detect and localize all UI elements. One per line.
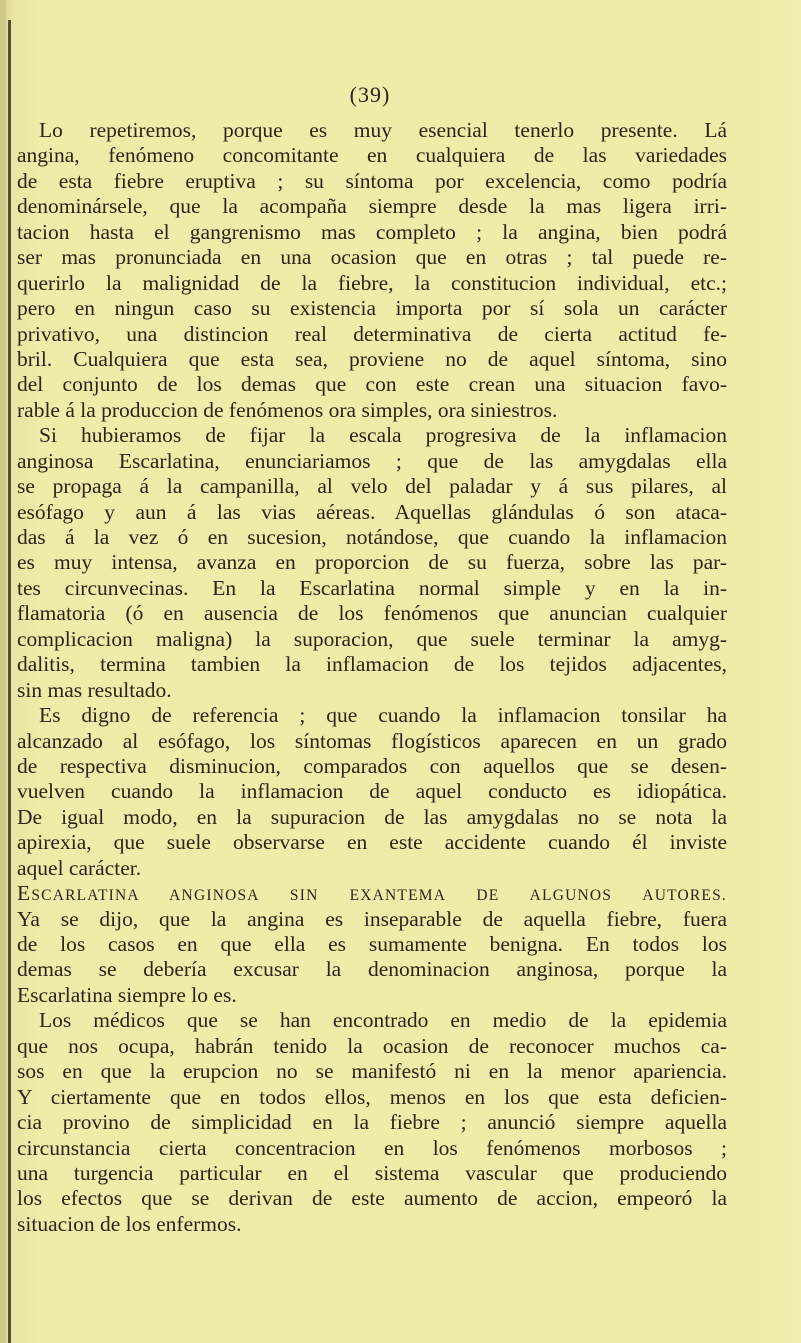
page-gutter-shadow [0,0,6,1343]
text-line: demas se debería excusar la denominacion anginosa, porque la [17,957,727,982]
text-line: apirexia, que suele observarse en este accidente cuando él inviste [17,830,727,855]
text-line: vuelven cuando la inflamacion de aquel conducto es idiopática. [17,779,727,804]
text-line: alcanzado al esófago, los síntomas flogísticos aparecen en un grado [17,728,727,753]
text-line: que nos ocupa, habrán tenido la ocasion de reconocer muchos ca- [17,1033,727,1058]
text-line: anginosa Escarlatina, enunciariamos ; que de las amygdalas ella [17,448,727,473]
text-line: esófago y aun á las vias aéreas. Aquellas glándulas ó son ataca- [17,499,727,524]
text-line: angina, fenómeno concomitante en cualquiera de las variedades [17,143,727,168]
text-line: privativo, una distincion real determinativa de cierta actitud fe- [17,321,727,346]
text-line: del conjunto de los demas que con este crean una situacion favo- [17,372,727,397]
text-line: complicacion maligna) la suporacion, que suele terminar la amyg- [17,626,727,651]
text-line: sos en que la erupcion no se manifestó ni en la menor apariencia. [17,1059,727,1084]
text-line: Y ciertamente que en todos ellos, menos en los que esta deficien- [17,1084,727,1109]
text-line: cia provino de simplicidad en la fiebre ; anunció siempre aquella [17,1110,727,1135]
text-line: de esta fiebre eruptiva ; su síntoma por excelencia, como podría [17,168,727,193]
text-line: rable á la produccion de fenómenos ora simples, ora siniestros. [17,397,558,422]
text-line: querirlo la malignidad de la fiebre, la constitucion individual, etc.; [17,270,727,295]
text-line: denominársele, que la acompaña siempre desde la mas ligera irri- [17,194,727,219]
text-line: los efectos que se derivan de este aumento de accion, empeoró la [17,1186,727,1211]
text-line: aquel carácter. [17,855,142,880]
body-text [17,118,727,1237]
text-line: Si hubieramos de fijar la escala progresiva de la inflamacion [39,423,727,448]
text-line: es muy intensa, avanza en proporcion de su fuerza, sobre las par- [17,550,727,575]
text-line: bril. Cualquiera que esta sea, proviene no de aquel síntoma, sino [17,346,727,371]
text-line: de los casos en que ella es sumamente benigna. En todos los [17,932,727,956]
text-line: circunstancia cierta concentracion en los fenómenos morbosos ; [17,1135,727,1160]
text-line: pero en ningun caso su existencia importa por sí sola un carácter [17,296,727,321]
text-line: Es digno de referencia ; que cuando la inflamacion tonsilar ha [39,703,727,728]
text-line: De igual modo, en la supuracion de las amygdalas no se nota la [17,804,727,829]
text-line: sin mas resultado. [17,677,172,702]
page-number: (39) [349,82,391,107]
text-line: dalitis, termina tambien la inflamacion de los tejidos adjacentes, [17,652,727,677]
text-line: Escarlatina siempre lo es. [17,982,237,1007]
text-line: de respectiva disminucion, comparados con aquellos que se desen- [17,753,727,778]
text-line: ser mas pronunciada en una ocasion que en otras ; tal puede re- [17,245,727,270]
text-line: situacion de los enfermos. [17,1211,242,1236]
text-line: Los médicos que se han encontrado en medio de la epidemia [39,1008,727,1033]
text-line: flamatoria (ó en ausencia de los fenómenos que anuncian cualquier [17,601,727,626]
text-line: se propaga á la campanilla, al velo del paladar y á sus pilares, al [17,474,727,499]
text-line: tes circunvecinas. En la Escarlatina normal simple y en la in- [17,575,727,600]
binding-edge [8,20,11,1343]
text-line: Ya se dijo, que la angina es inseparable de aquella fiebre, fuera [17,906,727,931]
text-line: Lo repetiremos, porque es muy esencial tenerlo presente. Lá [39,118,727,142]
section-heading: ESCARLATINA ANGINOSA SIN EXANTEMA DE ALGUNOS AUTORES. [17,881,727,906]
text-line: una turgencia particular en el sistema vascular que produciendo [17,1160,727,1185]
text-line: tacion hasta el gangrenismo mas completo ; la angina, bien podrá [17,219,727,244]
text-line: das á la vez ó en sucesion, notándose, que cuando la inflamacion [17,525,727,549]
